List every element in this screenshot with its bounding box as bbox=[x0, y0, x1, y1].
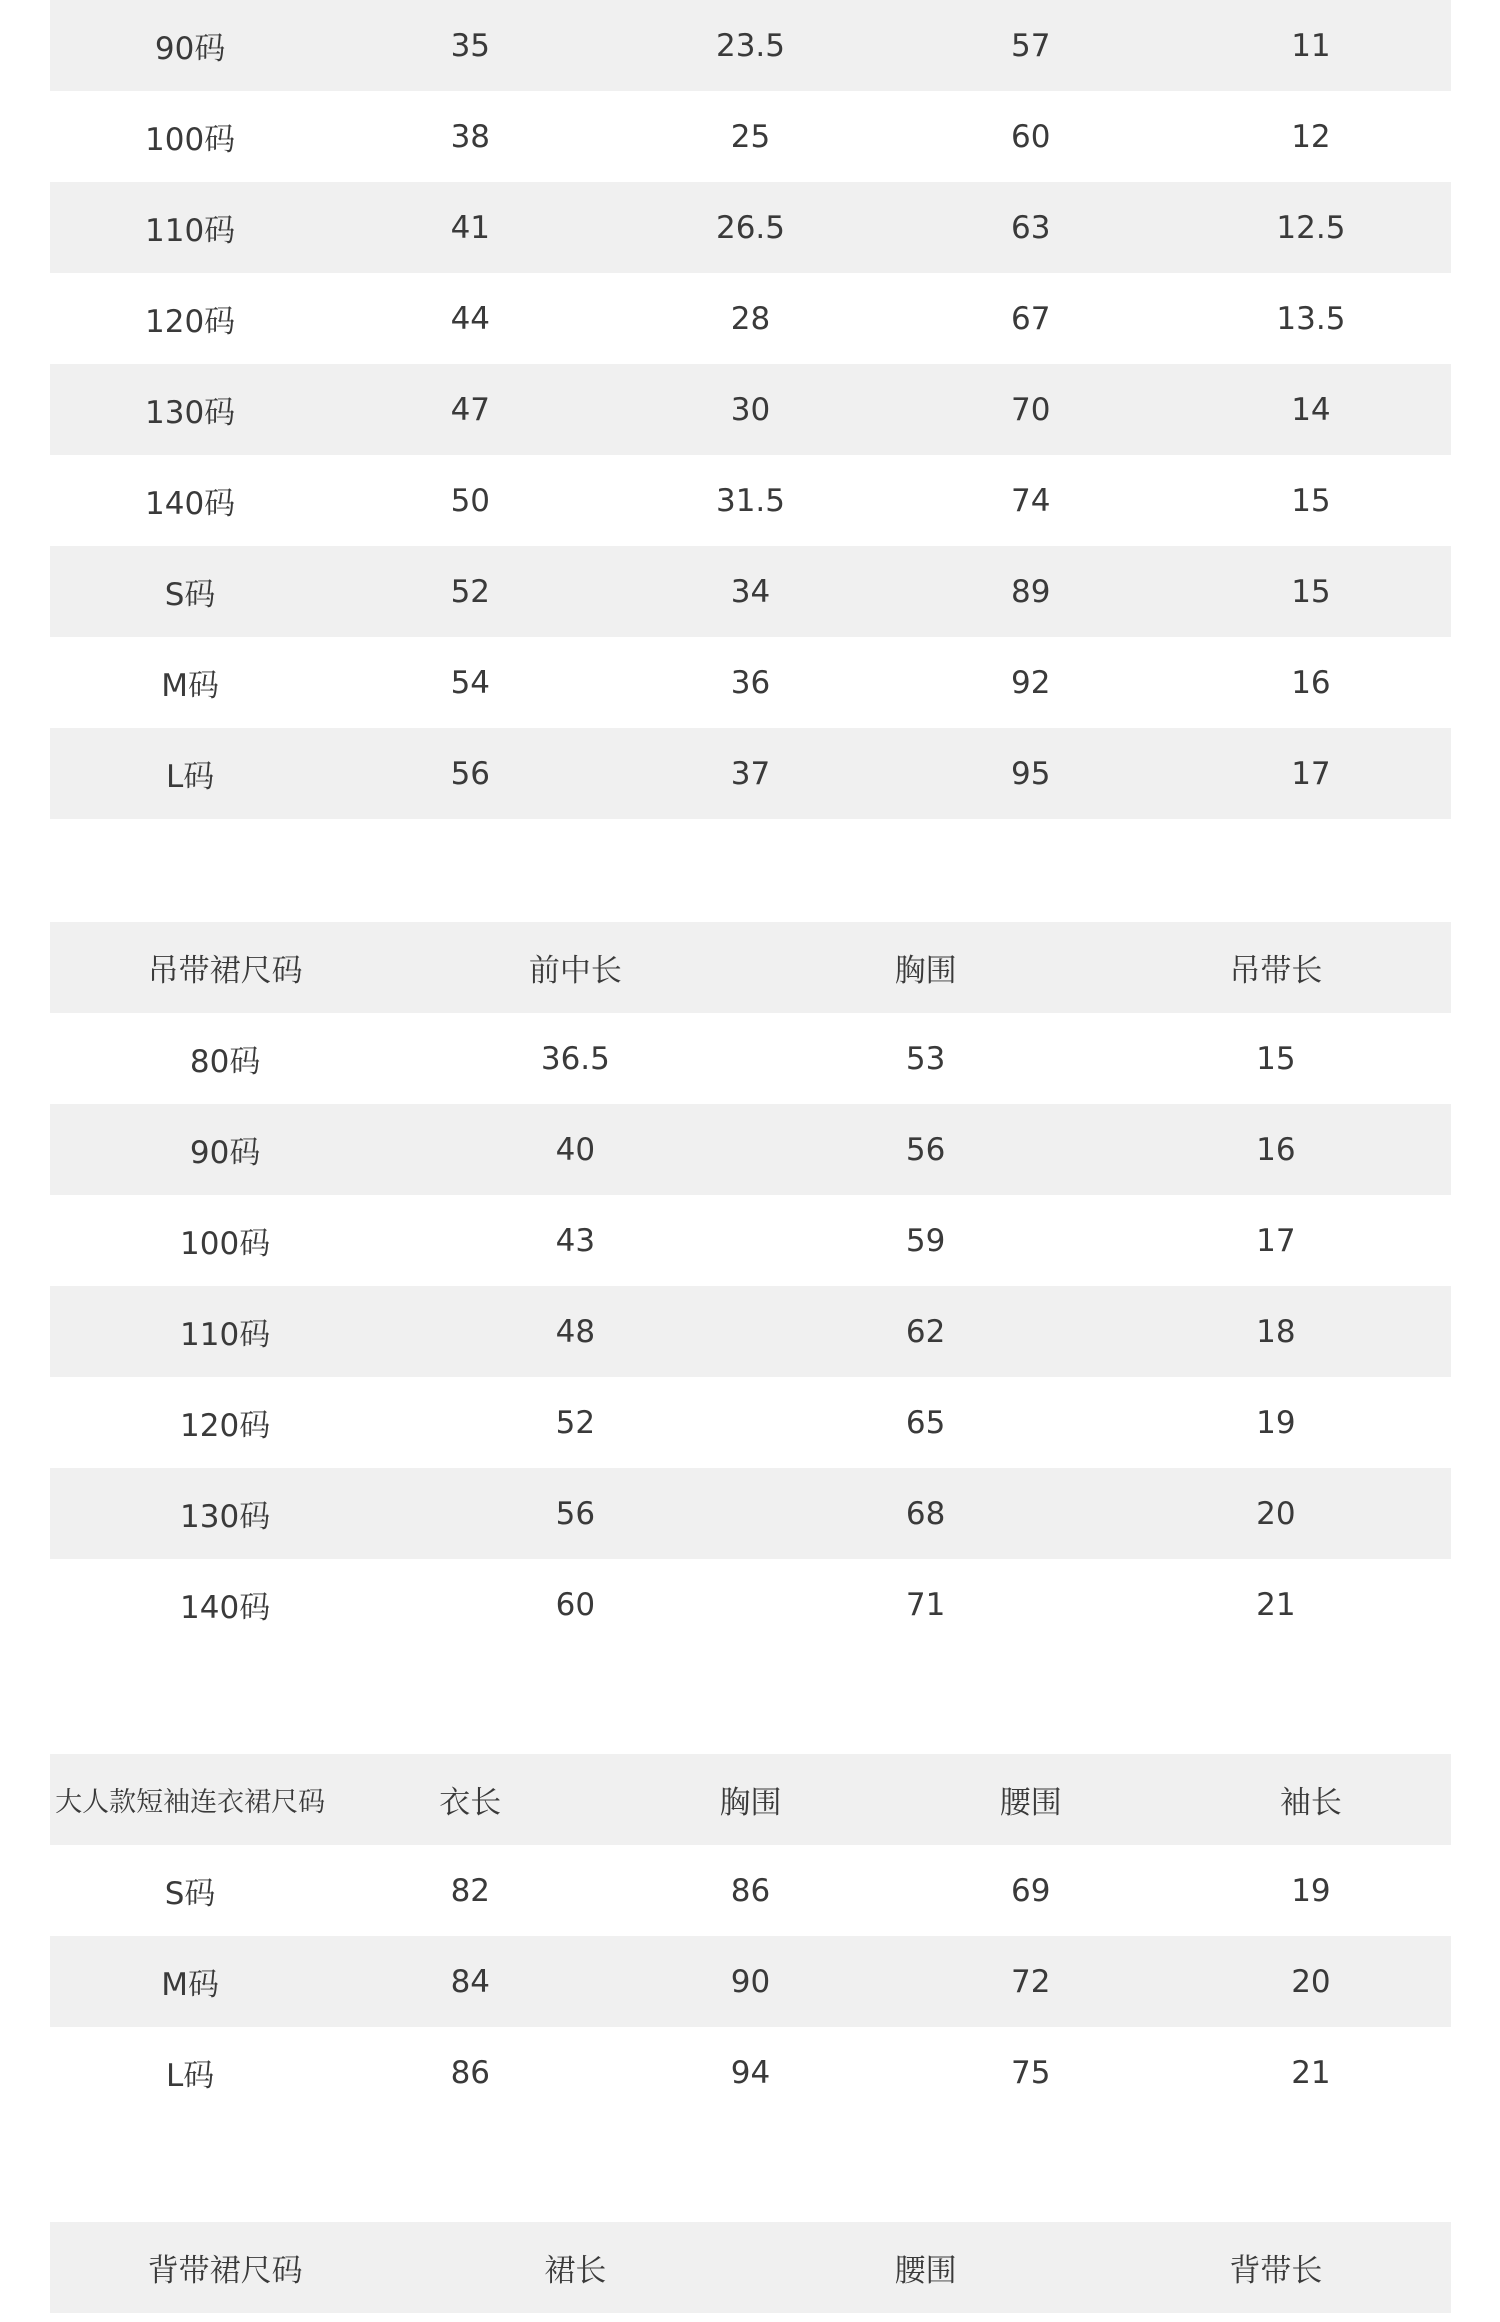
table-cell: 11 bbox=[1291, 27, 1331, 64]
table-cell: 52 bbox=[555, 1404, 596, 1441]
table-cell: 15 bbox=[1291, 482, 1331, 519]
table-cell: 28 bbox=[730, 300, 771, 337]
table-cell: 15 bbox=[1291, 573, 1331, 610]
table-cell: 38 bbox=[450, 118, 491, 155]
table-row bbox=[50, 1013, 1451, 1104]
column-header: 袖长 bbox=[1279, 1785, 1342, 1821]
table-cell: 100码 bbox=[145, 122, 236, 158]
column-header: 腰围 bbox=[894, 2253, 957, 2289]
table-row bbox=[50, 182, 1451, 273]
table-cell: 48 bbox=[555, 1313, 596, 1350]
table-cell: 43 bbox=[555, 1222, 596, 1259]
table-cell: 53 bbox=[905, 1040, 946, 1077]
table-cell: 59 bbox=[905, 1222, 946, 1259]
column-header: 背带长 bbox=[1229, 2253, 1323, 2289]
table-cell: 86 bbox=[450, 2054, 491, 2091]
column-header: 裙长 bbox=[544, 2253, 607, 2289]
table-cell: 23.5 bbox=[715, 27, 786, 64]
table-cell: 31.5 bbox=[715, 482, 786, 519]
table-cell: 140码 bbox=[145, 486, 236, 522]
table-cell: M码 bbox=[161, 668, 219, 704]
column-header: 前中长 bbox=[528, 953, 622, 989]
table-cell: 94 bbox=[730, 2054, 771, 2091]
table-cell: 69 bbox=[1010, 1872, 1051, 1909]
table-cell: 12.5 bbox=[1276, 209, 1346, 246]
table-cell: 110码 bbox=[180, 1317, 271, 1353]
table-cell: 34 bbox=[730, 573, 771, 610]
table-cell: 90码 bbox=[154, 31, 226, 67]
column-header: 腰围 bbox=[999, 1785, 1062, 1821]
table-cell: 80码 bbox=[189, 1044, 261, 1080]
table-cell: 20 bbox=[1256, 1495, 1296, 1532]
table-cell: 17 bbox=[1256, 1222, 1296, 1259]
table-cell: 56 bbox=[555, 1495, 596, 1532]
table-row bbox=[50, 728, 1451, 819]
table-cell: 36.5 bbox=[540, 1040, 610, 1077]
table-row bbox=[50, 1845, 1451, 1936]
table-cell: S码 bbox=[164, 577, 216, 613]
size-table-4 bbox=[50, 2222, 1451, 2313]
table-cell: 20 bbox=[1291, 1963, 1331, 2000]
table-cell: 36 bbox=[730, 664, 771, 701]
table-cell: 21 bbox=[1291, 2054, 1331, 2091]
table-cell: 19 bbox=[1291, 1872, 1331, 1909]
table-cell: 120码 bbox=[145, 304, 236, 340]
table-cell: L码 bbox=[165, 759, 215, 795]
table-row bbox=[50, 1104, 1451, 1195]
table-cell: 15 bbox=[1256, 1040, 1296, 1077]
table-cell: 71 bbox=[905, 1586, 946, 1623]
table-cell: 35 bbox=[450, 27, 491, 64]
table-row bbox=[50, 1286, 1451, 1377]
table-cell: 16 bbox=[1256, 1131, 1296, 1168]
column-header: 吊带裙尺码 bbox=[147, 953, 303, 989]
size-table-3 bbox=[50, 1754, 1451, 2118]
table-cell: 30 bbox=[730, 391, 771, 428]
table-cell: 26.5 bbox=[715, 209, 786, 246]
table-row bbox=[50, 1468, 1451, 1559]
table-cell: 56 bbox=[450, 755, 491, 792]
table-cell: 100码 bbox=[180, 1226, 271, 1262]
table-row bbox=[50, 91, 1451, 182]
table-row bbox=[50, 1936, 1451, 2027]
table-cell: 70 bbox=[1010, 391, 1051, 428]
table-cell: 67 bbox=[1010, 300, 1051, 337]
size-table-2 bbox=[50, 922, 1451, 1650]
table-cell: 18 bbox=[1256, 1313, 1296, 1350]
table-cell: 89 bbox=[1010, 573, 1051, 610]
table-cell: 120码 bbox=[180, 1408, 271, 1444]
table-cell: 16 bbox=[1291, 664, 1331, 701]
table-row bbox=[50, 637, 1451, 728]
table-row bbox=[50, 1195, 1451, 1286]
table-cell: 72 bbox=[1010, 1963, 1051, 2000]
table-row bbox=[50, 0, 1451, 91]
table-cell: 17 bbox=[1291, 755, 1331, 792]
table-header-row bbox=[50, 922, 1451, 1013]
table-row bbox=[50, 364, 1451, 455]
table-cell: 19 bbox=[1256, 1404, 1296, 1441]
column-header: 胸围 bbox=[894, 953, 957, 989]
table-cell: 130码 bbox=[180, 1499, 271, 1535]
table-row bbox=[50, 546, 1451, 637]
table-row bbox=[50, 273, 1451, 364]
table-cell: 60 bbox=[555, 1586, 596, 1623]
table-cell: 56 bbox=[905, 1131, 946, 1168]
size-table-1 bbox=[50, 0, 1451, 819]
table-cell: 90 bbox=[730, 1963, 771, 2000]
table-cell: 52 bbox=[450, 573, 491, 610]
table-cell: 41 bbox=[450, 209, 491, 246]
table-cell: 12 bbox=[1291, 118, 1331, 155]
table-row bbox=[50, 1377, 1451, 1468]
table-cell: 84 bbox=[450, 1963, 491, 2000]
table-cell: 63 bbox=[1010, 209, 1051, 246]
table-header-row bbox=[50, 1754, 1451, 1845]
table-cell: 47 bbox=[450, 391, 491, 428]
table-cell: 60 bbox=[1010, 118, 1051, 155]
table-cell: 21 bbox=[1256, 1586, 1296, 1623]
table-header-row bbox=[50, 2222, 1451, 2313]
table-cell: L码 bbox=[165, 2058, 215, 2094]
table-cell: 92 bbox=[1010, 664, 1051, 701]
table-cell: 82 bbox=[450, 1872, 491, 1909]
table-cell: 57 bbox=[1010, 27, 1051, 64]
table-row bbox=[50, 455, 1451, 546]
column-header: 衣长 bbox=[439, 1785, 502, 1821]
table-cell: 68 bbox=[905, 1495, 946, 1532]
table-cell: 110码 bbox=[145, 213, 236, 249]
table-cell: 25 bbox=[730, 118, 771, 155]
table-cell: 13.5 bbox=[1276, 300, 1346, 337]
column-header: 吊带长 bbox=[1229, 953, 1323, 989]
table-cell: 40 bbox=[555, 1131, 596, 1168]
table-cell: 65 bbox=[905, 1404, 946, 1441]
table-cell: 37 bbox=[730, 755, 771, 792]
table-cell: 86 bbox=[730, 1872, 771, 1909]
table-cell: M码 bbox=[161, 1967, 219, 2003]
table-cell: 54 bbox=[450, 664, 491, 701]
table-cell: 44 bbox=[450, 300, 491, 337]
column-header: 胸围 bbox=[719, 1785, 782, 1821]
table-row bbox=[50, 1559, 1451, 1650]
table-cell: 62 bbox=[905, 1313, 946, 1350]
table-cell: 75 bbox=[1010, 2054, 1051, 2091]
table-cell: 95 bbox=[1010, 755, 1051, 792]
column-header: 背带裙尺码 bbox=[147, 2253, 303, 2289]
table-cell: 140码 bbox=[180, 1590, 271, 1626]
table-cell: S码 bbox=[164, 1876, 216, 1912]
table-cell: 130码 bbox=[145, 395, 236, 431]
table-cell: 14 bbox=[1291, 391, 1331, 428]
table-cell: 74 bbox=[1010, 482, 1051, 519]
column-header: 大人款短袖连衣裙尺码 bbox=[55, 1787, 326, 1818]
table-cell: 50 bbox=[450, 482, 491, 519]
table-cell: 90码 bbox=[189, 1135, 261, 1171]
table-row bbox=[50, 2027, 1451, 2118]
